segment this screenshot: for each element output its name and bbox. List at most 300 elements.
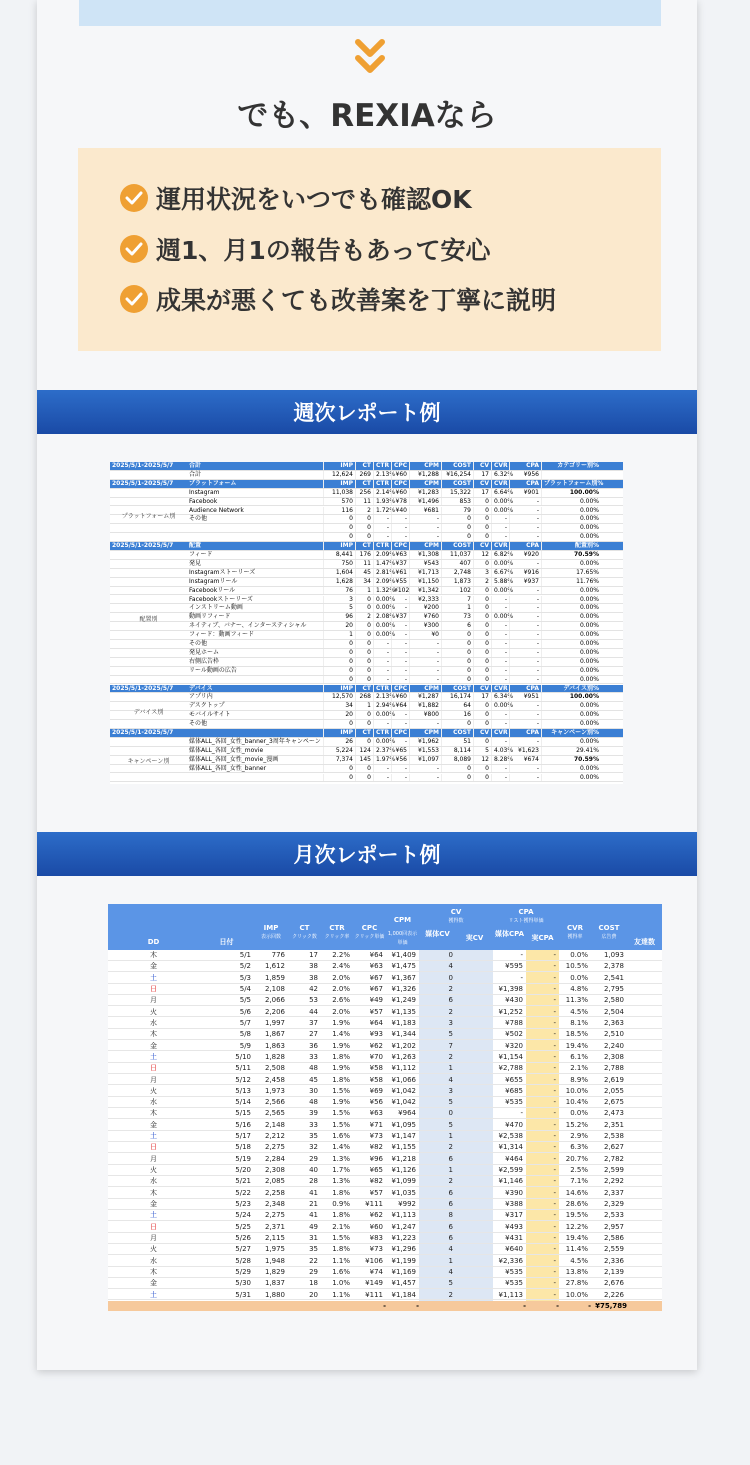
value-cell: 5/26 [235,1234,251,1242]
metric-cell: - [391,524,409,532]
value-cell: ¥2,599 [498,1166,523,1175]
monthly-row [108,1267,662,1278]
value-cell: 5/19 [235,1154,251,1163]
metric-cell: - [509,676,541,684]
metric-header: CPA [509,685,541,693]
value-cell: 2,108 [264,984,285,993]
metric-cell: 0 [441,524,473,532]
header-ctr [321,924,353,942]
metric-cell: ¥37 [391,613,409,621]
weekly-row [110,676,623,685]
group-label: プラットフォーム別 [121,513,176,521]
metric-cell: 17.65% [541,569,601,577]
metric-cell: 0.00% [491,560,509,568]
weekday-cell: 水 [150,1018,157,1027]
metric-cell: 0 [473,596,491,604]
value-cell: 2 [448,1177,453,1186]
metric-cell: 6 [441,622,473,630]
double-chevron-down-icon [354,38,386,78]
metric-cell: 26 [323,738,355,746]
header-cpa-label: CPA [518,908,534,916]
metric-cell: - [509,498,541,506]
section-label: デバイス [189,684,213,692]
metric-cell: 0 [473,498,491,506]
metric-cell: 0 [355,622,373,630]
group-spacer [110,533,187,541]
value-cell: 2.6% [332,996,350,1005]
share-header: デバイス別% [541,685,601,693]
value-cell: ¥535 [505,1279,523,1288]
metric-cell: - [391,649,409,657]
real-cpa-cell: - [553,1120,556,1129]
monthly-row [108,1063,662,1074]
value-cell: 776 [271,951,285,959]
metric-cell: 0 [323,667,355,675]
value-cell: 7.1% [570,1177,588,1186]
value-cell: ¥1,199 [391,1256,416,1265]
metric-cell: 0 [441,720,473,728]
group-spacer [110,765,187,773]
metric-cell: 5.88% [491,578,509,586]
metric-cell: - [391,631,409,639]
metric-cell: 0.00% [541,676,601,684]
row-label: リール動画の広告 [189,666,237,674]
value-cell: 1.5% [332,1086,350,1095]
metric-cell: 0 [441,774,473,782]
value-cell: ¥58 [369,1064,383,1073]
value-cell: ¥1,367 [391,973,416,982]
metric-cell: 0 [473,658,491,666]
metric-cell: 0.00% [373,604,391,612]
value-cell: 2,782 [603,1154,624,1163]
metric-cell: 0 [473,533,491,541]
row-label: デスクトップ [189,702,225,710]
weekly-report-sheet [110,462,623,784]
metric-cell: 0 [473,765,491,773]
value-cell: 19.4% [565,1234,588,1242]
metric-cell: 0.00% [541,587,601,595]
value-cell: 27.8% [565,1279,588,1288]
metric-cell: - [509,640,541,648]
metric-cell: - [391,604,409,612]
row-label: その他 [189,640,208,647]
value-cell: ¥1,146 [498,1177,523,1186]
value-cell: ¥63 [369,1109,383,1118]
weekly-row [110,658,623,667]
value-cell: ¥1,409 [391,951,416,959]
row-label: 合計 [189,470,202,478]
value-cell: 2 [448,1290,453,1299]
metric-cell: 0 [441,676,473,684]
value-cell: ¥82 [369,1177,383,1186]
metric-cell: - [409,658,441,666]
value-cell: 2,559 [603,1245,624,1254]
metric-cell: - [491,515,509,523]
monthly-row [108,1120,662,1131]
weekday-cell: 土 [150,1290,157,1299]
total-cell: - [523,1302,526,1310]
header-real-cpa: 実CPA [531,934,554,942]
real-cpa-cell: - [553,1075,556,1084]
row-label [187,524,323,532]
value-cell: 2,308 [603,1052,624,1061]
metric-cell: 5 [473,747,491,755]
metric-cell: 17 [473,489,491,497]
metric-cell: - [373,524,391,532]
value-cell: ¥106 [365,1256,383,1265]
metric-cell: ¥681 [409,507,441,515]
period-label: 2025/5/1-2025/5/7 [112,542,174,550]
value-cell: 7 [448,1041,453,1050]
metric-cell: 0 [355,640,373,648]
check-circle-icon [120,235,148,263]
weekly-row [110,774,623,783]
value-cell: ¥595 [505,962,523,971]
metric-cell: 102 [441,587,473,595]
value-cell: ¥1,247 [391,1222,416,1231]
value-cell: 48 [309,1064,318,1073]
value-cell: 2,206 [264,1007,285,1016]
metric-header: CPC [391,462,409,470]
real-cpa-cell: - [553,1098,556,1107]
metric-cell: 0.00% [373,596,391,604]
header-cpm-label: CPM [393,916,412,924]
value-cell: 4.5% [570,1256,588,1265]
check-circle-icon [120,184,148,212]
metric-cell: - [373,667,391,675]
metric-cell: 100.00% [541,489,601,497]
metric-cell: 7,374 [323,756,355,764]
metric-cell: 269 [355,471,373,479]
value-cell: 1,867 [264,1030,285,1039]
metric-cell: 0.00% [541,649,601,657]
metric-cell: 0.00% [373,631,391,639]
value-cell: 14.6% [565,1188,588,1197]
value-cell: ¥1,252 [498,1007,523,1016]
metric-cell: 0 [355,524,373,532]
value-cell: 2,957 [603,1222,624,1231]
value-cell: 2,348 [264,1200,285,1209]
value-cell: 5/31 [235,1290,251,1299]
value-cell: 4 [448,1075,453,1084]
value-cell: 1.8% [332,1052,350,1061]
metric-cell: - [491,765,509,773]
metric-header: IMP [323,542,355,550]
weekday-cell: 木 [150,1267,157,1276]
row-label: 媒体ALL_各回_女性_movie [189,746,264,754]
metric-cell: 0 [323,720,355,728]
metric-cell: 73 [441,613,473,621]
value-cell: ¥1,112 [391,1064,416,1073]
value-cell: ¥1,263 [391,1052,416,1061]
real-cpa-cell: - [553,1279,556,1288]
value-cell: 1,975 [264,1245,285,1254]
weekday-cell: 火 [150,1007,157,1016]
metric-cell: 0 [441,640,473,648]
metric-cell: 0 [355,649,373,657]
metric-cell: 70.59% [541,756,601,764]
value-cell: 2,336 [603,1256,624,1265]
weekday-cell: 金 [150,1279,157,1288]
value-cell: 2,212 [264,1132,285,1141]
value-cell: 1.9% [332,1064,350,1073]
value-cell: ¥93 [369,1030,383,1039]
header-imp [254,924,288,942]
metric-header: CPM [409,462,441,470]
value-cell: ¥49 [369,996,383,1005]
monthly-row [108,1108,662,1119]
value-cell: ¥390 [505,1188,523,1197]
metric-cell: ¥956 [509,471,541,479]
value-cell: 6 [448,1234,453,1242]
metric-cell: - [509,765,541,773]
header-cv-label: CV [450,908,462,916]
value-cell: ¥1,314 [498,1143,523,1152]
value-cell: ¥57 [369,1007,383,1016]
monthly-row [108,1233,662,1244]
header-cpa [493,908,559,926]
metric-header: CPA [509,462,541,470]
metric-cell: ¥0 [409,631,441,639]
monthly-row [108,1131,662,1142]
total-cost: ¥75,789 [595,1302,627,1310]
period-label: 2025/5/1-2025/5/7 [112,729,174,736]
metric-header: CTR [373,480,391,488]
metric-cell: 0 [473,738,491,746]
value-cell: 11.3% [565,996,588,1005]
row-label: その他 [189,720,208,728]
metric-header: CVR [491,685,509,693]
metric-cell: - [391,676,409,684]
value-cell: ¥1,249 [391,996,416,1005]
metric-cell: 0.00% [541,631,601,639]
value-cell: 1,829 [264,1267,285,1276]
metric-cell: 0.00% [491,702,509,710]
value-cell: 28.6% [565,1200,588,1209]
metric-cell: 2.14% [373,489,391,497]
value-cell: ¥111 [365,1200,383,1209]
metric-cell: 6.34% [491,693,509,701]
share-header: キャンペーン別% [541,729,601,737]
metric-cell: ¥16,254 [441,471,473,479]
value-cell: ¥71 [369,1120,383,1129]
value-cell: ¥1,154 [498,1052,523,1061]
value-cell: 4 [448,1245,453,1254]
value-cell: 5/18 [235,1143,251,1152]
share-header: プラットフォーム別% [541,480,601,488]
group-spacer [110,747,187,755]
metric-cell: - [509,587,541,595]
weekly-row [110,533,623,542]
monthly-row [108,961,662,972]
value-cell: 1.0% [332,1279,350,1288]
weekly-section-header [110,729,623,738]
metric-cell: 1 [441,604,473,612]
value-cell: ¥535 [505,1098,523,1107]
previous-panel-edge [79,0,661,26]
value-cell: ¥1,475 [391,962,416,971]
metric-cell: 64 [441,702,473,710]
metric-cell [541,471,601,479]
value-cell: 5/13 [235,1086,251,1095]
value-cell: - [520,1109,523,1118]
value-cell: 29 [309,1267,318,1276]
value-cell: ¥464 [505,1154,523,1163]
value-cell: 1.1% [332,1256,350,1265]
value-cell: 48 [309,1098,318,1107]
value-cell: ¥69 [369,1086,383,1095]
value-cell: ¥964 [398,1109,416,1118]
value-cell: 1.5% [332,1109,350,1118]
value-cell: 1 [448,1166,453,1175]
metric-cell: 0 [355,658,373,666]
row-label: 発見 [189,559,202,567]
group-label: 配置別 [139,615,158,623]
metric-cell: 0.00% [491,498,509,506]
value-cell: ¥388 [505,1200,523,1209]
metric-cell: - [491,631,509,639]
value-cell: 32 [309,1143,318,1152]
value-cell: 1.8% [332,1188,350,1197]
metric-cell: 1,628 [323,578,355,586]
metric-cell: - [373,676,391,684]
metric-cell: 0.00% [373,622,391,630]
value-cell: 2.0% [332,984,350,993]
value-cell: 53 [309,996,318,1005]
value-cell: 44 [309,1007,318,1016]
header-date: 日付 [219,938,234,946]
monthly-row [108,1199,662,1210]
metric-cell: 0.00% [541,515,601,523]
metric-cell: - [391,658,409,666]
metric-cell: ¥78 [391,498,409,506]
header-ctr-label: CTR [329,924,345,932]
value-cell: 41 [309,1188,318,1197]
value-cell: 45 [309,1075,318,1084]
group-spacer [110,569,187,577]
value-cell: ¥60 [369,1222,383,1231]
value-cell: 5/5 [239,996,251,1005]
value-cell: 1,828 [264,1052,285,1061]
share-header: カテゴリー別% [541,462,601,470]
row-label: その他 [189,515,208,523]
value-cell: 12.2% [565,1222,588,1231]
value-cell: ¥1,113 [391,1211,416,1220]
metric-cell: 0 [355,774,373,782]
value-cell: 11.4% [565,1245,588,1254]
metric-cell: 2 [473,578,491,586]
weekday-cell: 木 [150,1030,157,1039]
header-ct [288,924,321,942]
value-cell: ¥1,223 [391,1234,416,1242]
metric-cell: 2.94% [373,702,391,710]
value-cell: ¥493 [505,1222,523,1231]
benefit-item [120,181,472,215]
monthly-row [108,1075,662,1086]
value-cell: 2,538 [603,1132,624,1141]
group-spacer [110,587,187,595]
metric-cell: 0 [473,613,491,621]
weekday-cell: 月 [150,1154,157,1163]
value-cell: 5/9 [239,1041,251,1050]
value-cell: 5/29 [235,1267,251,1276]
metric-cell: 0 [441,631,473,639]
metric-header: CPM [409,542,441,550]
value-cell: 40 [309,1166,318,1175]
header-cost [591,924,627,942]
weekday-cell: 金 [150,1041,157,1050]
weekday-cell: 水 [150,1256,157,1265]
metric-cell: - [391,765,409,773]
metric-cell: 8,089 [441,756,473,764]
real-cpa-cell: - [553,1018,556,1027]
value-cell: 0.9% [332,1200,350,1209]
metric-cell: 51 [441,738,473,746]
total-cell: - [556,1302,559,1310]
metric-cell: - [509,596,541,604]
metric-cell: ¥901 [509,489,541,497]
value-cell: 27 [309,1030,318,1039]
value-cell: 2.2% [332,951,350,959]
metric-cell: - [509,702,541,710]
value-cell: 2,085 [264,1177,285,1186]
monthly-header [108,904,662,950]
metric-cell: 0.00% [373,711,391,719]
value-cell: 35 [309,1132,318,1141]
row-label [187,533,323,541]
value-cell: 5/7 [239,1018,251,1027]
value-cell: ¥83 [369,1234,383,1242]
metric-cell: 0.00% [541,738,601,746]
monthly-row [108,1244,662,1255]
value-cell: 38 [309,973,318,982]
monthly-row [108,1142,662,1153]
metric-cell: ¥64 [391,702,409,710]
value-cell: 8.9% [570,1075,588,1084]
weekday-cell: 日 [150,984,157,993]
metric-header: CPA [509,729,541,737]
value-cell: 1.9% [332,1041,350,1050]
value-cell: 4 [448,962,453,971]
value-cell: 2,788 [603,1064,624,1073]
metric-cell: - [491,533,509,541]
monthly-row [108,1052,662,1063]
weekly-row [110,471,623,480]
value-cell: 2,284 [264,1154,285,1163]
metric-cell: - [491,667,509,675]
group-spacer [110,578,187,586]
value-cell: 2.4% [332,962,350,971]
value-cell: 19.5% [565,1211,588,1220]
metric-header: CPC [391,729,409,737]
value-cell: ¥1,042 [391,1086,416,1095]
metric-cell: 2.09% [373,578,391,586]
metric-cell: ¥1,097 [409,756,441,764]
header-cvr-sub: 獲得率 [567,934,583,940]
value-cell: 29 [309,1154,318,1163]
value-cell: 2,676 [603,1279,624,1288]
metric-cell: 2.37% [373,747,391,755]
value-cell: ¥64 [369,951,383,959]
group-spacer [110,649,187,657]
metric-cell: 100.00% [541,693,601,701]
group-spacer [110,489,187,497]
value-cell: 2,363 [603,1018,624,1027]
metric-cell: 0 [355,596,373,604]
value-cell: 0 [448,1109,453,1118]
value-cell: 0 [448,951,453,959]
value-cell: 2,292 [603,1177,624,1186]
